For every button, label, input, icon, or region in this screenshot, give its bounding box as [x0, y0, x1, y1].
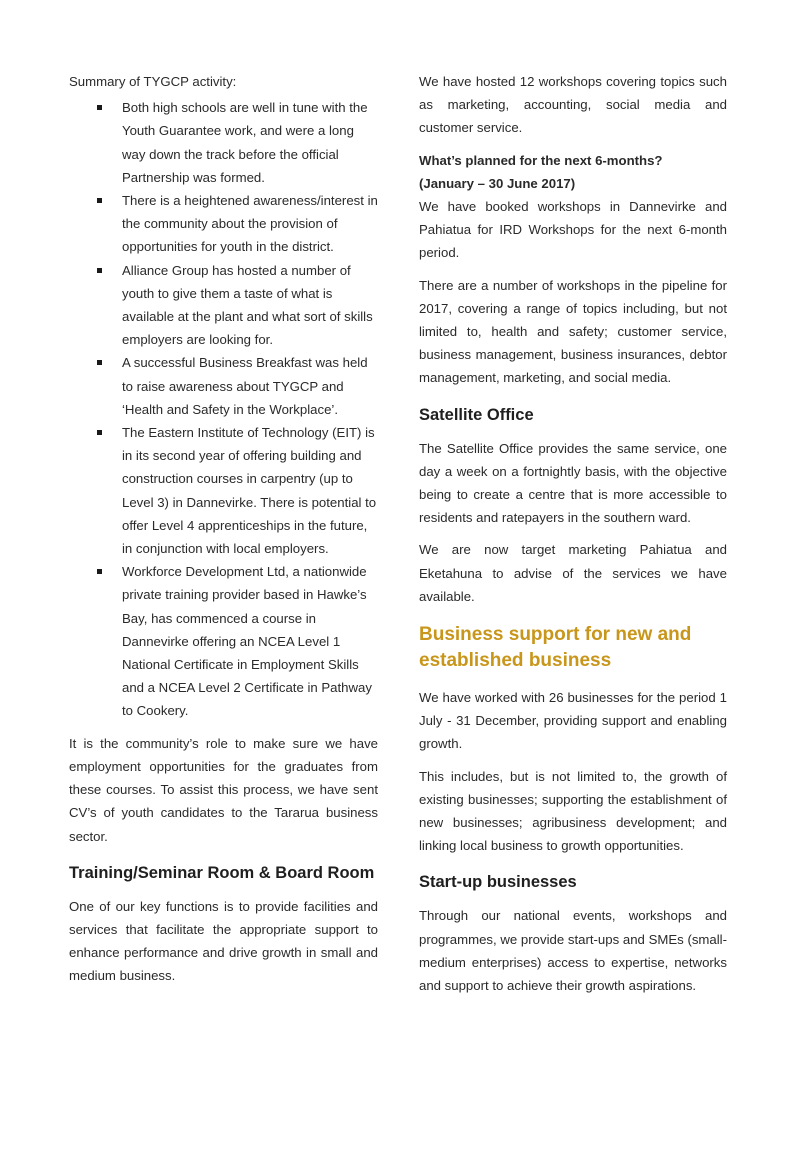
- community-paragraph: It is the community’s role to make sure we have employment opportunities for the graduates from these courses. To assist this process, we have sent CV’s of youth candidates to the Tararua business sector.: [69, 735, 378, 844]
- startup-heading: Start-up businesses: [419, 873, 577, 892]
- list-item: [69, 189, 378, 259]
- square-bullet-icon: [97, 569, 102, 574]
- list-item-text: Alliance Group has hosted a number of youth to give them a taste of what is available at the plant and what sort of skills employers are looking for.: [122, 262, 373, 348]
- square-bullet-icon: [97, 268, 102, 273]
- square-bullet-icon: [97, 105, 102, 110]
- training-room-paragraph: One of our key functions is to provide facilities and services that facilitate the appropriate support to enhance performance and drive growth in small and medium business.: [69, 898, 378, 984]
- business-support-heading: Business support for new and established business: [419, 624, 692, 672]
- training-room-heading: Training/Seminar Room & Board Room: [69, 863, 375, 882]
- left-column: [69, 70, 378, 988]
- booked-workshops-paragraph: We have booked workshops in Dannevirke and Pahiatua for IRD Workshops for the next 6-month period.: [419, 199, 727, 261]
- planned-period-heading: (January – 30 June 2017): [419, 175, 576, 191]
- tygcp-activity-list: [69, 96, 378, 722]
- list-item-text: Workforce Development Ltd, a nationwide private training provider based in Hawke’s Bay, has commenced a course in Dannevirke offering an NCEA Level 1 National Certificate in Employment Skills and a NCEA Level 2 Certificate in Pathway to Cookery.: [122, 564, 372, 719]
- list-item: [69, 351, 378, 421]
- startup-paragraph: Through our national events, workshops and programmes, we provide start-ups and SMEs (small-medium enterprises) access to expertise, networks and support to achieve their growth aspirations.: [419, 908, 727, 994]
- satellite-office-heading: Satellite Office: [419, 405, 534, 424]
- list-item: [69, 96, 378, 189]
- square-bullet-icon: [97, 198, 102, 203]
- right-column: [419, 70, 727, 997]
- square-bullet-icon: [97, 430, 102, 435]
- list-item-text: Both high schools are well in tune with the Youth Guarantee work, and were a long way down the track before the official Partnership was formed.: [122, 100, 368, 185]
- growth-paragraph: This includes, but is not limited to, the growth of existing businesses; supporting the establishment of new businesses; agribusiness development; and linking local business to growth opportunities.: [419, 768, 727, 854]
- target-marketing-paragraph: We are now target marketing Pahiatua and Eketahuna to advise of the services we have available.: [419, 542, 727, 604]
- pipeline-paragraph: There are a number of workshops in the pipeline for 2017, covering a range of topics including, but not limited to, health and safety; customer service, business management, business insurances, debtor management, marketing, and social media.: [419, 277, 727, 386]
- summary-intro: Summary of TYGCP activity:: [69, 74, 237, 89]
- list-item: [69, 259, 378, 352]
- square-bullet-icon: [97, 360, 102, 365]
- list-item: [69, 560, 378, 722]
- businesses-worked-paragraph: We have worked with 26 businesses for the period 1 July - 31 December, providing support and enabling growth.: [419, 690, 727, 752]
- satellite-office-paragraph: The Satellite Office provides the same service, one day a week on a fortnightly basis, with the objective being to create a centre that is more accessible to residents and ratepayers in the southern ward.: [419, 440, 727, 526]
- list-item-text: There is a heightened awareness/interest in the community about the provision of opportunities for youth in the district.: [122, 193, 378, 255]
- planned-heading: What’s planned for the next 6-months?: [419, 152, 663, 168]
- list-item-text: A successful Business Breakfast was held to raise awareness about TYGCP and ‘Health and Safety in the Workplace’.: [122, 355, 368, 417]
- list-item-text: The Eastern Institute of Technology (EIT) is in its second year of offering building and construction courses in carpentry (up to Level 3) in Dannevirke. There is potential to offer Level 4 apprenticeships in the future, in conjunction with local employers.: [122, 425, 377, 557]
- workshops-paragraph: We have hosted 12 workshops covering topics such as marketing, accounting, social media and customer service.: [419, 74, 727, 136]
- list-item: [69, 421, 378, 560]
